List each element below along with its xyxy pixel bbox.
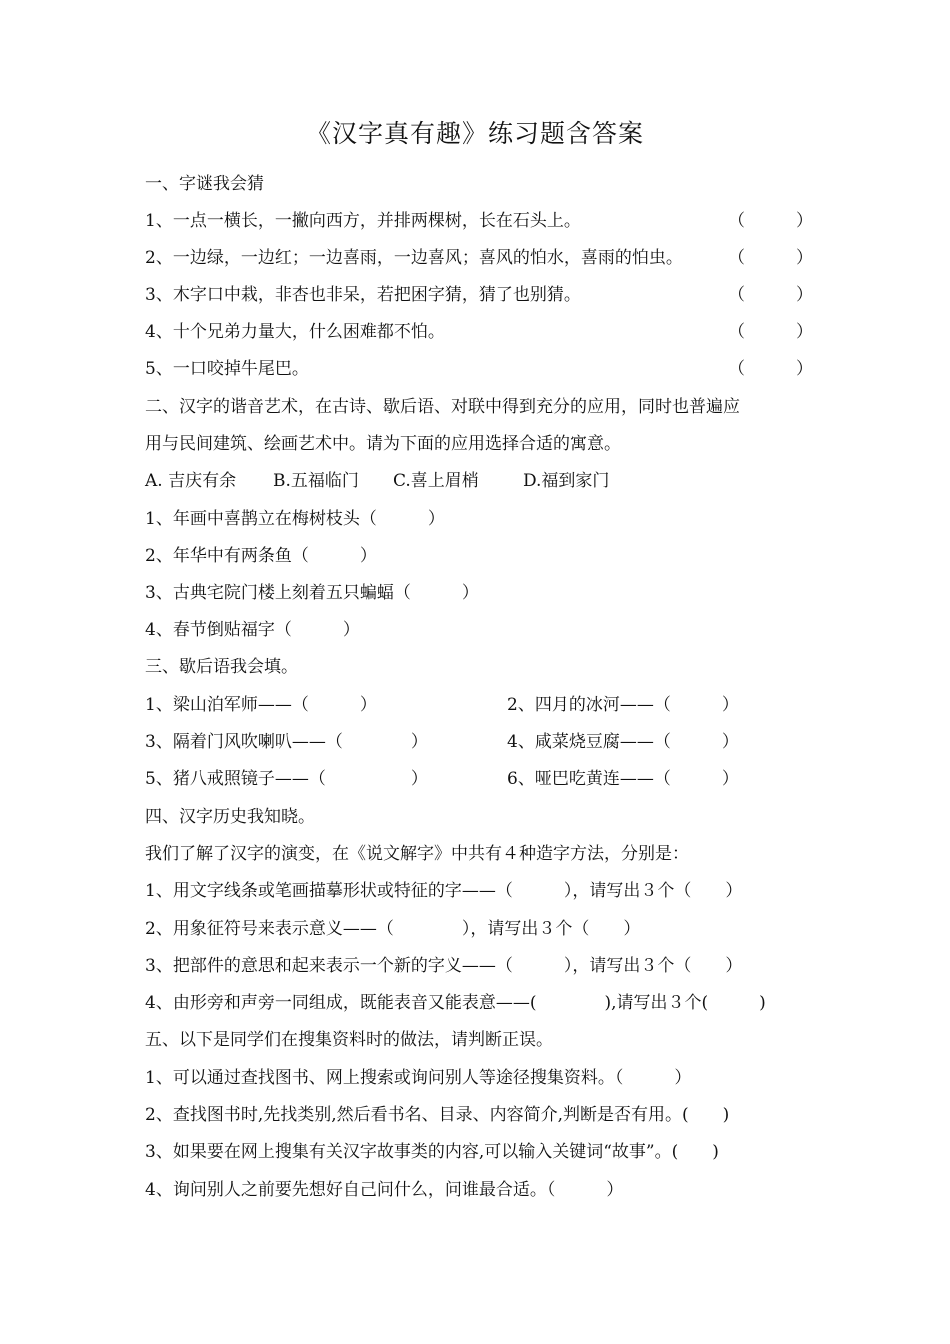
- section-3-heading: 三、歇后语我会填。: [145, 657, 298, 677]
- homophone-item-1: 1、年画中喜鹊立在梅树枝头（ ）: [145, 509, 445, 529]
- riddle-answer-blank-3[interactable]: （ ）: [728, 285, 813, 305]
- riddle-item-5: 5、一口咬掉牛尾巴。: [145, 359, 309, 379]
- section-2-heading: 二、汉字的谐音艺术，在古诗、歇后语、对联中得到充分的应用，同时也普遍应: [145, 397, 740, 417]
- riddle-answer-blank-4[interactable]: （ ）: [728, 322, 813, 342]
- xiehouyu-item-1: 1、梁山泊军师——（ ）: [145, 695, 377, 715]
- xiehouyu-item-4: 4、咸菜烧豆腐——（ ）: [507, 732, 739, 752]
- history-item-2: 2、用象征符号来表示意义——（ ），请写出３个（ ）: [145, 919, 641, 939]
- history-item-3: 3、把部件的意思和起来表示一个新的字义——（ ），请写出３个（ ）: [145, 956, 743, 976]
- section-1-heading: 一、字谜我会猜: [145, 174, 264, 194]
- judge-item-1: 1、可以通过查找图书、网上搜索或询问别人等途径搜集资料。（ ）: [145, 1068, 692, 1088]
- riddle-item-3: 3、木字口中栽，非杏也非呆，若把困字猜，猜了也别猜。: [145, 285, 581, 305]
- judge-item-4: 4、询问别人之前要先想好自己问什么，问谁最合适。（ ）: [145, 1180, 624, 1200]
- xiehouyu-item-5: 5、猪八戒照镜子——（ ）: [145, 769, 428, 789]
- judge-item-2: 2、查找图书时,先找类别,然后看书名、目录、内容简介,判断是否有用。( ): [145, 1105, 730, 1125]
- history-item-4: 4、由形旁和声旁一同组成，既能表音又能表意——( ),请写出３个( ): [145, 993, 766, 1013]
- riddle-answer-blank-5[interactable]: （ ）: [728, 359, 813, 379]
- history-item-1: 1、用文字线条或笔画描摹形状或特征的字——（ ），请写出３个（ ）: [145, 881, 743, 901]
- xiehouyu-item-2: 2、四月的冰河——（ ）: [507, 695, 739, 715]
- document-title: 《汉字真有趣》练习题含答案: [305, 119, 644, 148]
- homophone-item-2: 2、年华中有两条鱼（ ）: [145, 546, 377, 566]
- option-b: B.五福临门: [273, 471, 359, 491]
- xiehouyu-item-3: 3、隔着门风吹喇叭——（ ）: [145, 732, 428, 752]
- riddle-item-1: 1、一点一横长，一撇向西方，并排两棵树，长在石头上。: [145, 211, 581, 231]
- section-2-heading-cont: 用与民间建筑、绘画艺术中。请为下面的应用选择合适的寓意。: [145, 434, 621, 454]
- section-4-intro: 我们了解了汉字的演变，在《说文解字》中共有４种造字方法，分别是：: [145, 844, 689, 864]
- riddle-item-2: 2、一边绿，一边红；一边喜雨，一边喜风；喜风的怕水，喜雨的怕虫。: [145, 248, 683, 268]
- section-5-heading: 五、以下是同学们在搜集资料时的做法，请判断正误。: [145, 1030, 553, 1050]
- option-d: D.福到家门: [523, 471, 610, 491]
- option-c: C.喜上眉梢: [393, 471, 479, 491]
- judge-item-3: 3、如果要在网上搜集有关汉字故事类的内容,可以输入关键词“故事”。( ): [145, 1142, 719, 1162]
- section-4-heading: 四、汉字历史我知晓。: [145, 807, 315, 827]
- homophone-item-4: 4、春节倒贴福字（ ）: [145, 620, 360, 640]
- riddle-item-4: 4、十个兄弟力量大，什么困难都不怕。: [145, 322, 445, 342]
- riddle-answer-blank-2[interactable]: （ ）: [728, 248, 813, 268]
- option-a: A. 吉庆有余: [145, 471, 237, 491]
- homophone-item-3: 3、古典宅院门楼上刻着五只蝙蝠（ ）: [145, 583, 479, 603]
- riddle-answer-blank-1[interactable]: （ ）: [728, 211, 813, 231]
- xiehouyu-item-6: 6、哑巴吃黄连——（ ）: [507, 769, 739, 789]
